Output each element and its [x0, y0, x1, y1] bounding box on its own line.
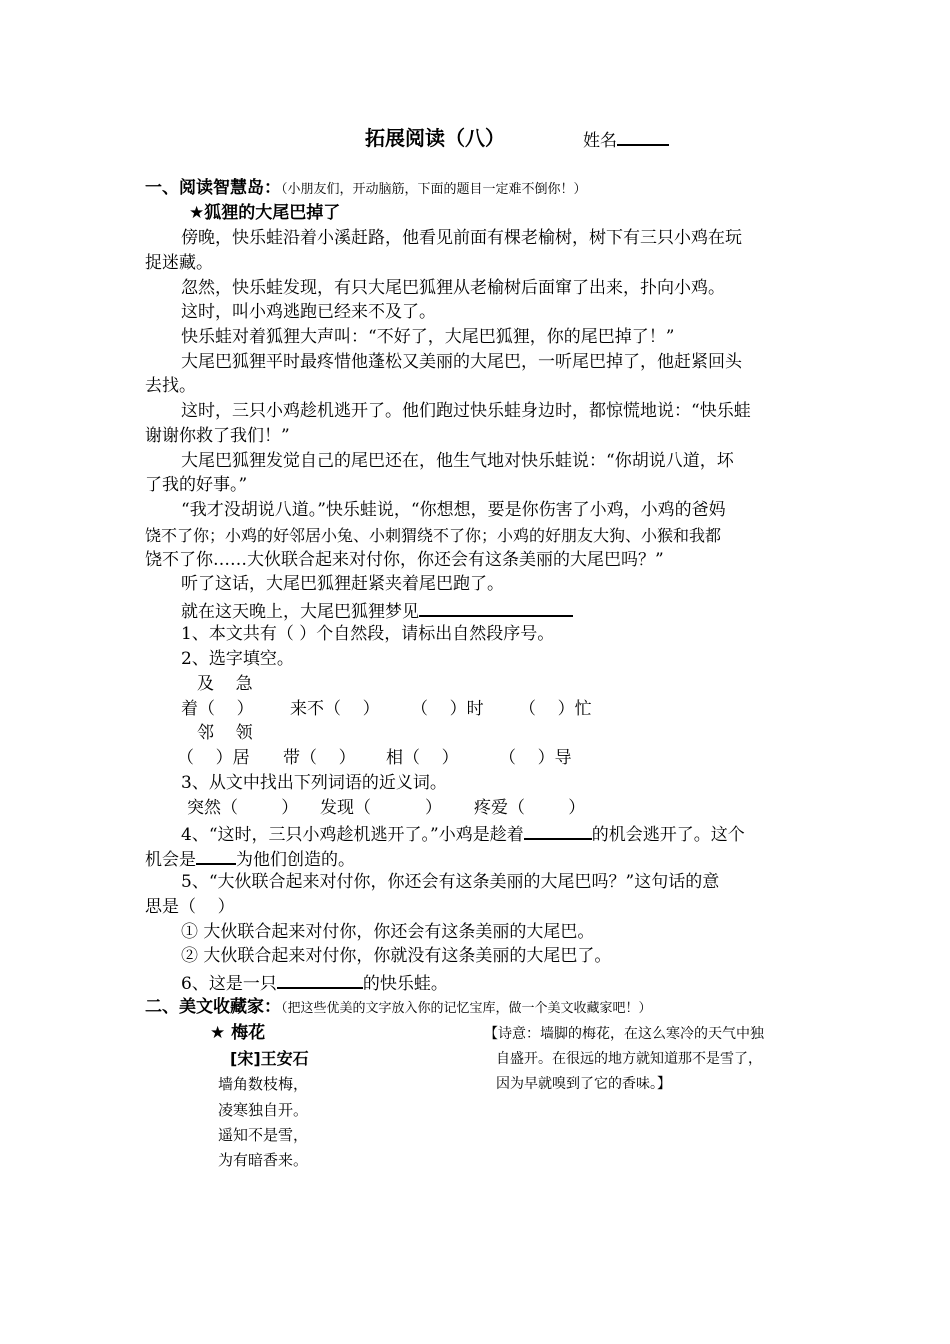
- question-1: 1、本文共有（ ）个自然段，请标出自然段序号。: [181, 624, 555, 644]
- story-line: 听了这话，大尾巴狐狸赶紧夹着尾巴跑了。: [181, 574, 504, 594]
- story-ending-row: [181, 597, 573, 625]
- q2-item[interactable]: 带（ ）: [283, 748, 356, 768]
- story-line: 大尾巴狐狸平时最疼惜他蓬松又美丽的大尾巴，一听尾巴掉了，他赶紧回头: [181, 352, 742, 372]
- poem-meaning-line: 因为早就嗅到了它的香味。】: [496, 1076, 671, 1092]
- question-6: [181, 969, 448, 997]
- q4-blank-1[interactable]: [524, 820, 592, 840]
- story-line: 快乐蛙对着狐狸大声叫：“不好了，大尾巴狐狸，你的尾巴掉了！”: [181, 327, 675, 347]
- question-5-cont: 思是（ ）: [145, 897, 235, 917]
- question-4-cont: [145, 845, 355, 873]
- poem-meaning-line: 自盛开。在很远的地方就知道那不是雪了，: [496, 1051, 762, 1067]
- story-line: 这时，三只小鸡趁机逃开了。他们跑过快乐蛙身边时，都惊慌地说：“快乐蛙: [181, 401, 751, 421]
- story-line: 谢谢你救了我们！”: [145, 426, 290, 446]
- section2-heading: 二、美文收藏家：: [145, 997, 281, 1017]
- q6-text-a: 6、这是一只: [181, 974, 277, 994]
- q2-item[interactable]: （ ）居: [177, 748, 250, 768]
- story-line: 饶不了你；小鸡的好邻居小兔、小刺猬绕不了你；小鸡的好朋友大狗、小猴和我都: [145, 526, 722, 545]
- q4-text-c: 机会是: [145, 850, 196, 870]
- story-line: 大尾巴狐狸发觉自己的尾巴还在，他生气地对快乐蛙说：“你胡说八道，坏: [181, 451, 734, 471]
- poem-meaning-line: 【诗意：墙脚的梅花，在这么寒冷的天气中独: [484, 1026, 764, 1042]
- q2-item[interactable]: 相（ ）: [386, 748, 459, 768]
- q4-blank-2[interactable]: [196, 845, 236, 865]
- q2-char-choices: 及 急: [197, 674, 253, 694]
- q5-option-2[interactable]: ② 大伙联合起来对付你，你就没有这条美丽的大尾巴了。: [181, 946, 612, 966]
- section1-heading: 一、阅读智慧岛：: [145, 178, 281, 198]
- poem-line: 遥知不是雪，: [218, 1126, 309, 1144]
- name-blank[interactable]: [617, 126, 669, 146]
- name-label: [583, 126, 669, 154]
- story-title: ★狐狸的大尾巴掉了: [189, 203, 341, 223]
- question-4: [181, 820, 745, 848]
- q3-item[interactable]: 突然（ ）: [187, 798, 299, 818]
- section1-note: （小朋友们，开动脑筋，下面的题目一定难不倒你！）: [281, 182, 587, 197]
- story-line: “我才没胡说八道。”快乐蛙说，“你想想，要是你伤害了小鸡，小鸡的爸妈: [181, 500, 726, 520]
- section2-heading-row: [145, 995, 652, 1021]
- q4-text-b: 的机会逃开了。这个: [591, 825, 745, 845]
- q6-blank[interactable]: [277, 969, 363, 989]
- story-line: 傍晚，快乐蛙沿着小溪赶路，他看见前面有棵老榆树，树下有三只小鸡在玩: [181, 228, 742, 248]
- section2-note: （把这些优美的文字放入你的记忆宝库，做一个美文收藏家吧！）: [281, 1001, 652, 1016]
- question-5: 5、“大伙联合起来对付你，你还会有这条美丽的大尾巴吗？”这句话的意: [181, 872, 720, 892]
- q5-option-1[interactable]: ① 大伙联合起来对付你，你还会有这条美丽的大尾巴。: [181, 922, 595, 942]
- q2-item[interactable]: 来不（ ）: [290, 699, 380, 719]
- q2-item[interactable]: 着（ ）: [181, 699, 254, 719]
- story-line: 这时，叫小鸡逃跑已经来不及了。: [181, 302, 436, 322]
- poem-line: 凌寒独自开。: [218, 1101, 309, 1119]
- story-line: 忽然，快乐蛙发现，有只大尾巴狐狸从老榆树后面窜了出来，扑向小鸡。: [181, 278, 725, 298]
- q6-text-b: 的快乐蛙。: [362, 974, 448, 994]
- q2-char-choices: 邻 领: [197, 723, 253, 743]
- q2-item[interactable]: （ ）导: [499, 748, 572, 768]
- page-title: 拓展阅读（八）: [365, 126, 505, 150]
- story-line: 了我的好事。”: [145, 475, 248, 495]
- section1-heading-row: [145, 176, 587, 202]
- q3-item[interactable]: 发现（ ）: [320, 798, 443, 818]
- poem-line: 为有暗香来。: [218, 1151, 309, 1169]
- story-line: 捉迷藏。: [145, 253, 213, 273]
- story-line: 就在这天晚上，大尾巴狐狸梦见: [181, 602, 419, 622]
- q4-text-a: 4、“这时，三只小鸡趁机逃开了。”小鸡是趁着: [181, 825, 524, 845]
- story-line: 去找。: [145, 376, 196, 396]
- q3-item[interactable]: 疼爱（ ）: [474, 798, 586, 818]
- question-2: 2、选字填空。: [181, 649, 294, 669]
- story-line: 饶不了你……大伙联合起来对付你，你还会有这条美丽的大尾巴吗？”: [145, 550, 664, 570]
- question-3: 3、从文中找出下列词语的近义词。: [181, 773, 447, 793]
- q4-text-d: 为他们创造的。: [236, 850, 355, 870]
- poem-title: ★ 梅花: [210, 1023, 266, 1043]
- q2-item[interactable]: （ ）时: [411, 699, 484, 719]
- name-label-text: 姓名: [583, 131, 617, 151]
- poem-line: 墙角数枝梅，: [218, 1075, 309, 1093]
- poem-author: [宋]王安石: [230, 1049, 309, 1068]
- dream-blank[interactable]: [419, 597, 573, 617]
- q2-item[interactable]: （ ）忙: [519, 699, 592, 719]
